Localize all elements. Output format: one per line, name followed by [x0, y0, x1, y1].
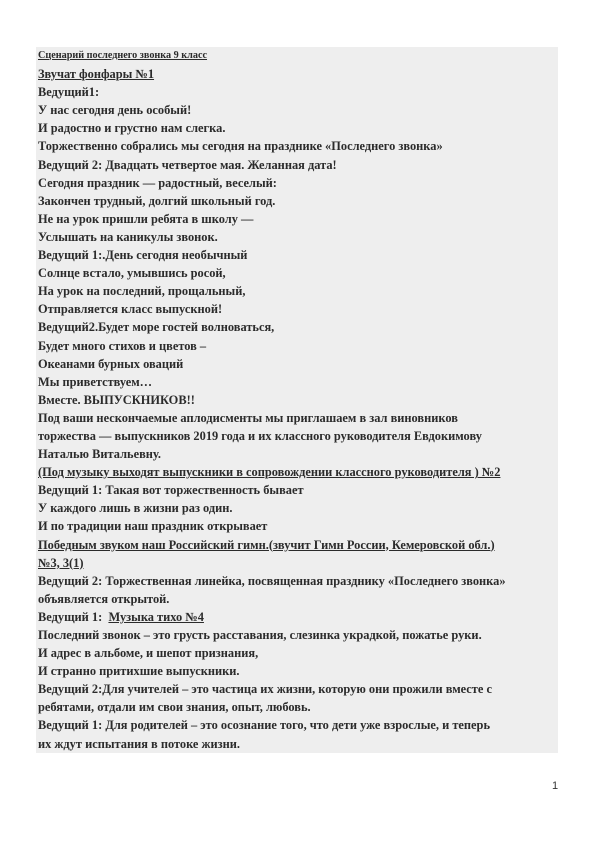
text-line: Ведущий 1: Такая вот торжественность бывает	[36, 481, 558, 499]
text-line: Ведущий 1: Для родителей – это осознание того, что дети уже взрослые, и теперь	[36, 716, 558, 734]
text-line: Победным звуком наш Российский гимн.(звучит Гимн России, Кемеровской обл.)	[36, 536, 558, 554]
text-line: У каждого лишь в жизни раз один.	[36, 499, 558, 517]
text-line: Услышать на каникулы звонок.	[36, 228, 558, 246]
text-line: И адрес в альбоме, и шепот признания,	[36, 644, 558, 662]
text-line: Ведущий 2: Двадцать четвертое мая. Желанная дата!	[36, 156, 558, 174]
text-line: торжества — выпускников 2019 года и их классного руководителя Евдокимову	[36, 427, 558, 445]
text-line: Наталью Витальевну.	[36, 445, 558, 463]
text-line: Под ваши нескончаемые аплодисменты мы приглашаем в зал виновников	[36, 409, 558, 427]
text-line: Ведущий2.Будет море гостей волноваться,	[36, 318, 558, 336]
text-line: Солнце встало, умывшись росой,	[36, 264, 558, 282]
text-line: У нас сегодня день особый!	[36, 101, 558, 119]
text-line: Океанами бурных оваций	[36, 355, 558, 373]
text-line	[36, 608, 558, 626]
text-line: ребятами, отдали им свои знания, опыт, любовь.	[36, 698, 558, 716]
text-line: Будет много стихов и цветов –	[36, 337, 558, 355]
text-line: Не на урок пришли ребята в школу —	[36, 210, 558, 228]
document-title: Сценарий последнего звонка 9 класс	[36, 47, 558, 65]
text-line: Торжественно собрались мы сегодня на празднике «Последнего звонка»	[36, 137, 558, 155]
text-line: Отправляется класс выпускной!	[36, 300, 558, 318]
text-line: объявляется открытой.	[36, 590, 558, 608]
text-line: их ждут испытания в потоке жизни.	[36, 735, 558, 753]
text-line: Последний звонок – это грусть расставания, слезинка украдкой, пожатье руки.	[36, 626, 558, 644]
script-text	[36, 47, 558, 753]
text-line: Мы приветствуем…	[36, 373, 558, 391]
text-line: Ведущий 1:.День сегодня необычный	[36, 246, 558, 264]
text-line: Ведущий 2: Торжественная линейка, посвященная празднику «Последнего звонка»	[36, 572, 558, 590]
text-line: Звучат фонфары №1	[36, 65, 558, 83]
text-line: (Под музыку выходят выпускники в сопровождении классного руководителя ) №2	[36, 463, 558, 481]
speaker-label: Ведущий 1:	[38, 609, 103, 624]
text-line: И странно притихшие выпускники.	[36, 662, 558, 680]
text-line: Сегодня праздник — радостный, веселый:	[36, 174, 558, 192]
text-line: Ведущий 2:Для учителей – это частица их жизни, которую они прожили вместе с	[36, 680, 558, 698]
text-line: №3, 3(1)	[36, 554, 558, 572]
text-line: И радостно и грустно нам слегка.	[36, 119, 558, 137]
music-cue: Музыка тихо №4	[108, 609, 204, 624]
text-line: И по традиции наш праздник открывает	[36, 517, 558, 535]
text-line: На урок на последний, прощальный,	[36, 282, 558, 300]
text-line: Закончен трудный, долгий школьный год.	[36, 192, 558, 210]
text-line: Ведущий1:	[36, 83, 558, 101]
page-number: 1	[552, 780, 559, 792]
text-line: Вместе. ВЫПУСКНИКОВ!!	[36, 391, 558, 409]
